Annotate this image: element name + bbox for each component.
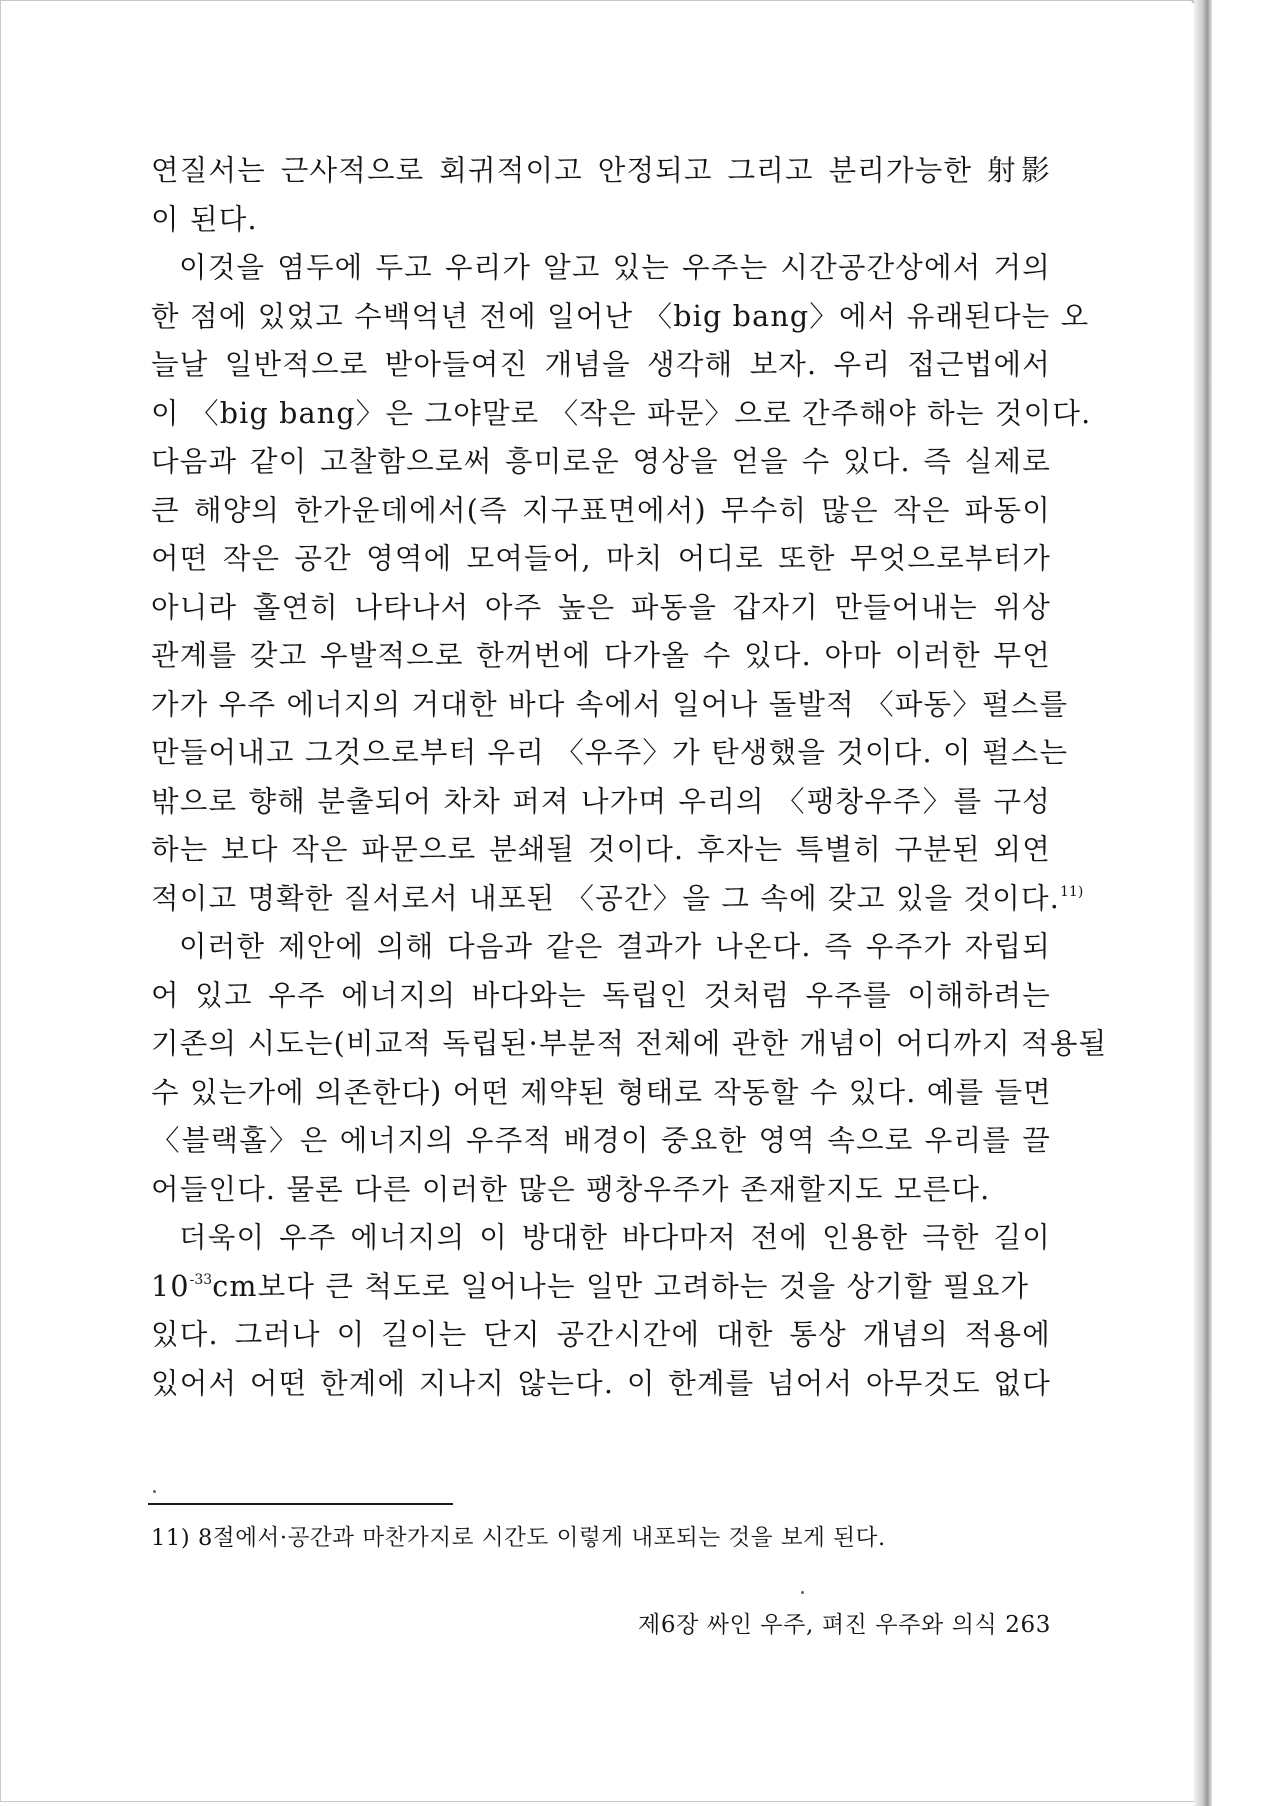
text-line: 있어서 어떤 한계에 지나지 않는다. 이 한계를 넘어서 아무것도 없다: [151, 1366, 1051, 1400]
page-edge-line: [1206, 0, 1207, 1806]
text-line: 하는 보다 작은 파문으로 분쇄될 것이다. 후자는 특별히 구분된 외연: [151, 833, 1051, 866]
text-line: 밖으로 향해 분출되어 차차 퍼져 나가며 우리의 〈팽창우주〉를 구성: [151, 784, 1051, 818]
text-line: 가가 우주 에너지의 거대한 바다 속에서 일어나 돌발적 〈파동〉펄스를: [151, 687, 1069, 721]
text-line: 아니라 홀연히 나타나서 아주 높은 파동을 갑자기 만들어내는 위상: [151, 590, 1051, 624]
footnote-divider: [148, 1503, 453, 1505]
text-line: 수 있는가에 의존한다) 어떤 제약된 형태로 작동할 수 있다. 예를 들면: [151, 1075, 1052, 1109]
text-line: 늘날 일반적으로 받아들여진 개념을 생각해 보자. 우리 접근법에서: [151, 348, 1051, 381]
running-footer: [576, 1608, 1051, 1642]
paragraph-start-line: 이것을 염두에 두고 우리가 알고 있는 우주는 시간공간상에서 거의: [179, 251, 1051, 284]
text-line: 기존의 시도는(비교적 독립된·부분적 전체에 관한 개념이 어디까지 적용될: [151, 1027, 1108, 1060]
text-line: 만들어내고 그것으로부터 우리 〈우주〉가 탄생했을 것이다. 이 펄스는: [151, 736, 1069, 769]
text-line-content: cm보다 큰 척도로 일어나는 일만 고려하는 것을 상기할 필요가: [212, 1269, 1030, 1303]
text-line: 이 〈big bang〉은 그야말로 〈작은 파문〉으로 간주해야 하는 것이다.: [151, 396, 1092, 430]
scan-speck: [153, 1490, 156, 1493]
text-line: 있다. 그러나 이 길이는 단지 공간시간에 대한 통상 개념의 적용에: [151, 1318, 1051, 1351]
footnote-marker: 11): [1060, 883, 1084, 900]
length-exponent: -33: [189, 1271, 213, 1288]
text-line-with-footnote: [151, 875, 1084, 924]
chapter-title: 제6장 싸인 우주, 펴진 우주와 의식: [638, 1612, 998, 1638]
scan-speck: [801, 1591, 804, 1594]
body-text: [151, 147, 1108, 1408]
text-line: 관계를 갖고 우발적으로 한꺼번에 다가올 수 있다. 아마 이러한 무언: [151, 639, 1051, 672]
length-base: 10: [151, 1269, 190, 1303]
text-line: 다음과 같이 고찰함으로써 흥미로운 영상을 얻을 수 있다. 즉 실제로: [151, 445, 1051, 478]
text-line: 이 된다.: [151, 202, 258, 236]
text-line: 〈블랙홀〉은 에너지의 우주적 배경이 중요한 영역 속으로 우리를 끌: [151, 1124, 1051, 1157]
page-number: 263: [1005, 1612, 1051, 1638]
background-strip: [1212, 0, 1273, 1806]
text-line: 어떤 작은 공간 영역에 모여들어, 마치 어디로 또한 무엇으로부터가: [151, 542, 1051, 575]
paragraph-start-line: 더욱이 우주 에너지의 이 방대한 바다마저 전에 인용한 극한 길이: [179, 1221, 1051, 1254]
text-line-with-exponent: [151, 1263, 1051, 1312]
footnote: 11) 8절에서·공간과 마찬가지로 시간도 이렇게 내포되는 것을 보게 된다.: [151, 1525, 886, 1551]
text-line-content: 적이고 명확한 질서로서 내포된 〈공간〉을 그 속에 갖고 있을 것이다.: [151, 881, 1061, 915]
text-line: 한 점에 있었고 수백억년 전에 일어난 〈big bang〉에서 유래된다는 오: [151, 299, 1090, 333]
text-line: 어 있고 우주 에너지의 바다와는 독립인 것처럼 우주를 이해하려는: [151, 978, 1051, 1012]
paragraph-start-line: 이러한 제안에 의해 다음과 같은 결과가 나온다. 즉 우주가 자립되: [179, 930, 1051, 963]
text-line: 연질서는 근사적으로 회귀적이고 안정되고 그리고 분리가능한 射影: [151, 154, 1051, 187]
text-line: 어들인다. 물론 다른 이러한 많은 팽창우주가 존재할지도 모른다.: [151, 1172, 991, 1206]
text-line: 큰 해양의 한가운데에서(즉 지구표면에서) 무수히 많은 작은 파동이: [151, 493, 1051, 527]
page-edge-shadow: [1194, 0, 1212, 1806]
